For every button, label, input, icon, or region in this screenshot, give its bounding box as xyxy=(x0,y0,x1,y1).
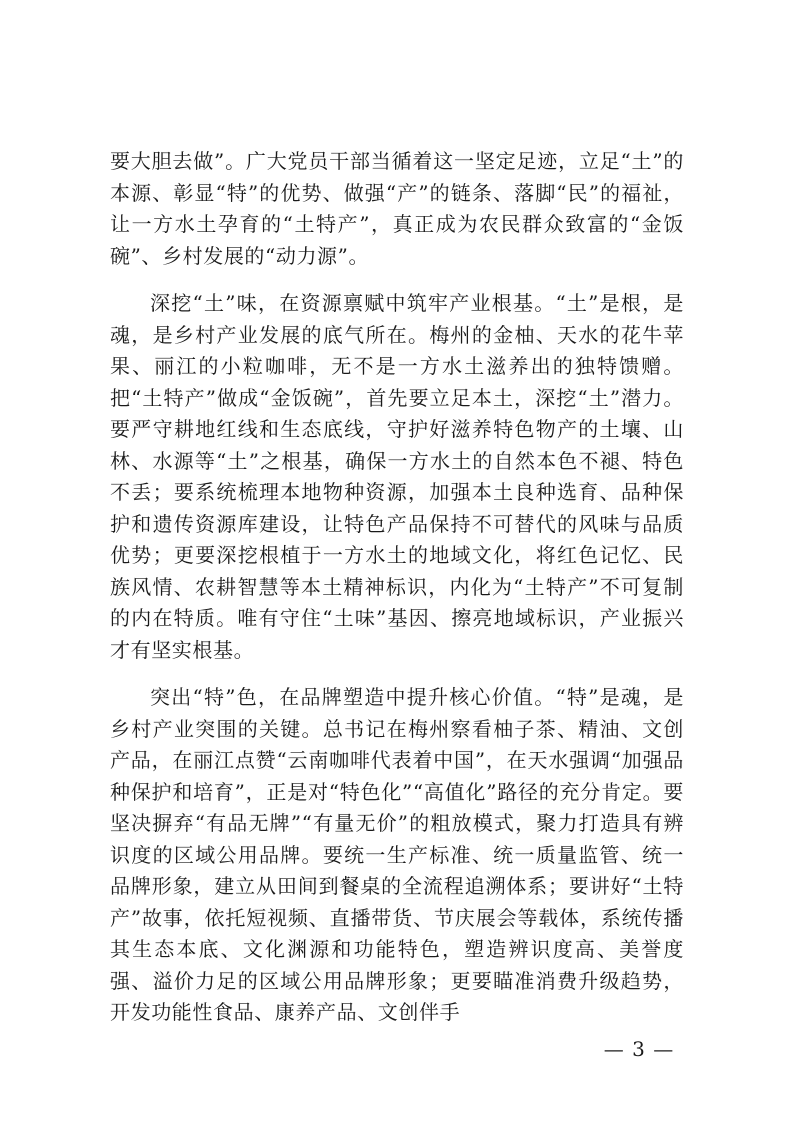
paragraph-continuation: 要大胆去做”。广大党员干部当循着这一坚定足迹，立足“土”的本源、彰显“特”的优势、做强“产”的链条、落脚“民”的福祉，让一方水土孕育的“土特产”，真正成为农民群众致富的“金饭碗”、乡村发展的“动力源”。 xyxy=(110,149,684,268)
page-number: — 3 — xyxy=(603,1037,675,1061)
body-text xyxy=(110,146,684,1045)
paragraph-te-section: 突出“特”色，在品牌塑造中提升核心价值。“特”是魂，是乡村产业突围的关键。总书记在梅州察看柚子茶、精油、文创产品，在丽江点赞“云南咖啡代表着中国”，在天水强调“加强品种保护和培育”，正是对“特色化”“高值化”路径的充分肯定。要坚决摒弃“有品无牌”“有量无价”的粗放模式，聚力打造具有辨识度的区域公用品牌。要统一生产标准、统一质量监管、统一品牌形象，建立从田间到餐桌的全流程追溯体系；要讲好“土特产”故事，依托短视频、直播带货、节庆展会等载体，系统传播其生态本底、文化渊源和功能特色，塑造辨识度高、美誉度强、溢价力足的区域公用品牌形象；更要瞄准消费升级趋势，开发功能性食品、康养产品、文创伴手 xyxy=(110,685,684,1024)
paragraph-tu-section: 深挖“土”味，在资源禀赋中筑牢产业根基。“土”是根，是魂，是乡村产业发展的底气所在。梅州的金柚、天水的花牛苹果、丽江的小粒咖啡，无不是一方水土滋养出的独特馈赠。把“土特产”做成“金饭碗”，首先要立足本土，深挖“土”潜力。要严守耕地红线和生态底线，守护好滋养特色物产的土壤、山林、水源等“土”之根基，确保一方水土的自然本色不褪、特色不丢；要系统梳理本地物种资源，加强本土良种选育、品种保护和遗传资源库建设，让特色产品保持不可替代的风味与品质优势；更要深挖根植于一方水土的地域文化，将红色记忆、民族风情、农耕智慧等本土精神标识，内化为“土特产”不可复制的内在特质。唯有守住“土味”基因、擦亮地域标识，产业振兴才有坚实根基。 xyxy=(110,291,684,662)
